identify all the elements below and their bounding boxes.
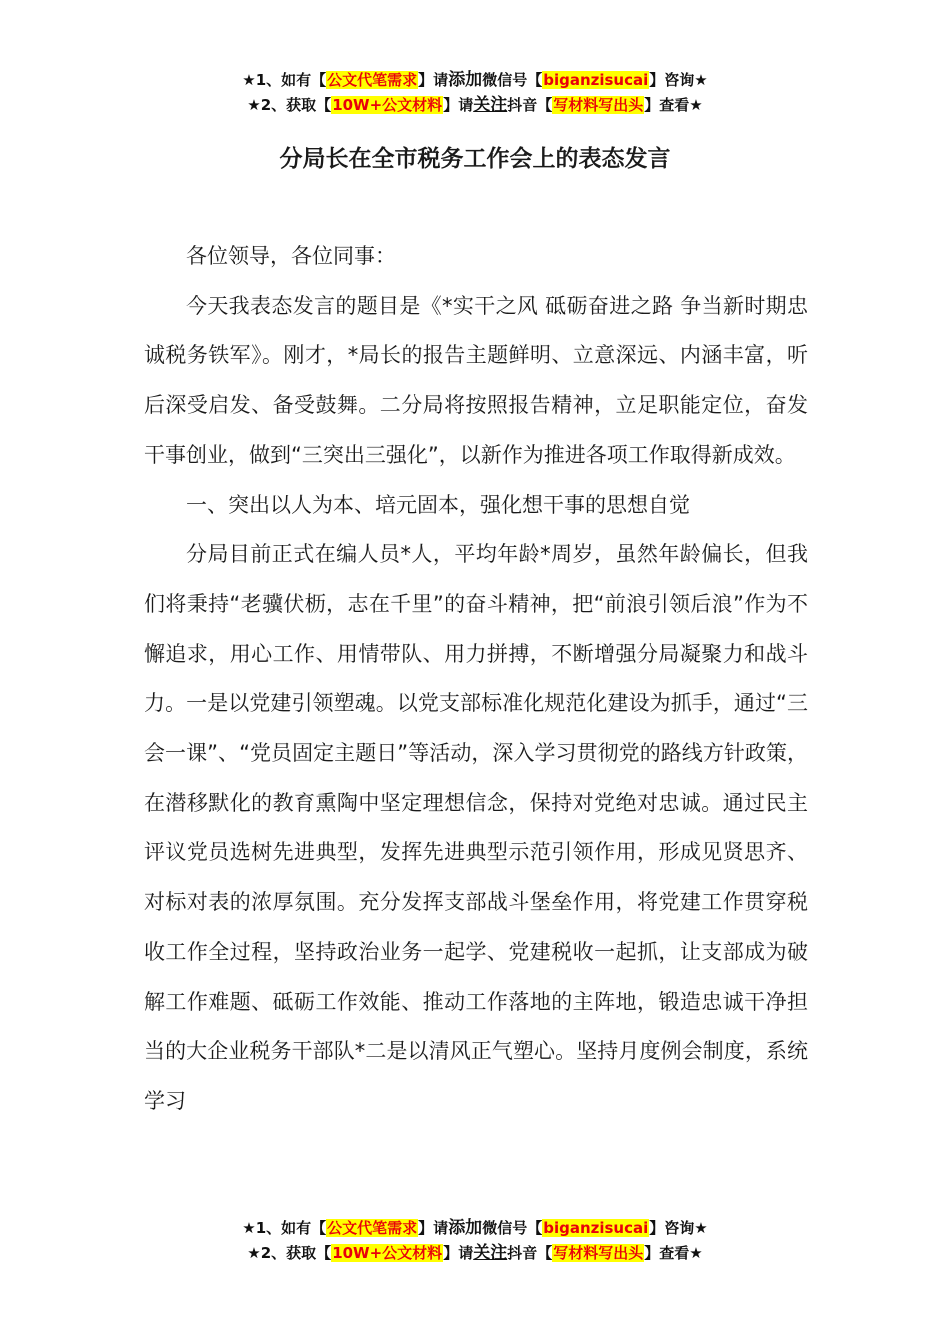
promo-highlight: 10W+公文材料 xyxy=(332,1244,443,1262)
promo-text: 微信号【 xyxy=(482,1219,543,1237)
promo-text: ★1、如有【 xyxy=(242,71,327,89)
promo-text: 抖音【 xyxy=(507,96,553,114)
promo-text: 】咨询★ xyxy=(649,71,708,89)
promo-emphasis: 添加 xyxy=(448,1218,483,1238)
promo-line-2 xyxy=(0,1241,950,1266)
document-title: 分局长在全市税务工作会上的表态发言 xyxy=(279,146,671,172)
salutation-paragraph: 各位领导，各位同事： xyxy=(186,244,396,268)
promo-banner-top xyxy=(0,68,950,118)
promo-line-2 xyxy=(0,93,950,118)
douyin-id-highlight: 写材料写出头 xyxy=(553,96,644,114)
promo-highlight: 公文代笔需求 xyxy=(327,1219,418,1237)
douyin-id-highlight: 写材料写出头 xyxy=(553,1244,644,1262)
promo-text: 】请 xyxy=(443,96,474,114)
promo-text: 】查看★ xyxy=(644,1244,703,1262)
promo-line-1 xyxy=(0,1216,950,1241)
promo-emphasis: 关注 xyxy=(473,95,508,115)
promo-emphasis: 关注 xyxy=(473,1243,508,1263)
body-paragraph: 分局目前正式在编人员*人，平均年龄*周岁，虽然年龄偏长，但我们将秉持“老骥伏枥，志在千里”的奋斗精神，把“前浪引领后浪”作为不懈追求，用心工作、用情带队、用力拼搏，不断增强分局凝聚力和战斗力。一是以党建引领塑魂。以党支部标准化规范化建设为抓手，通过“三会一课”、“党员固定主题日”等活动，深入学习贯彻党的路线方针政策，在潜移默化的教育熏陶中坚定理想信念，保持对党绝对忠诚。通过民主评议党员选树先进典型，发挥先进典型示范引领作用，形成见贤思齐、对标对表的浓厚氛围。充分发挥支部战斗堡垒作用，将党建工作贯穿税收工作全过程，坚持政治业务一起学、党建税收一起抓，让支部成为破解工作难题、砥砺工作效能、推动工作落地的主阵地，锻造忠诚干净担当的大企业税务干部队*二是以清风正气塑心。坚持月度例会制度，系统学习 xyxy=(144,542,808,1113)
promo-text: 】请 xyxy=(418,1219,449,1237)
promo-text: 】咨询★ xyxy=(649,1219,708,1237)
promo-emphasis: 添加 xyxy=(448,70,483,90)
section-heading: 一、突出以人为本、培元固本，强化想干事的思想自觉 xyxy=(186,492,690,517)
promo-text: ★1、如有【 xyxy=(242,1219,327,1237)
promo-text: ★2、获取【 xyxy=(247,96,332,114)
promo-text: 】请 xyxy=(418,71,449,89)
promo-text: 】请 xyxy=(443,1244,474,1262)
body-paragraph: 今天我表态发言的题目是《*实干之风 砥砺奋进之路 争当新时期忠诚税务铁军》。刚才，*局长的报告主题鲜明、立意深远、内涵丰富，听后深受启发、备受鼓舞。二分局将按照报告精神，立足职能定位，奋发干事创业，做到“三突出三强化”，以新作为推进各项工作取得新成效。 xyxy=(144,293,808,467)
promo-line-1 xyxy=(0,68,950,93)
promo-highlight: 10W+公文材料 xyxy=(332,96,443,114)
promo-text: ★2、获取【 xyxy=(247,1244,332,1262)
wechat-id-highlight: biganzisucai xyxy=(543,1219,649,1237)
promo-text: 】查看★ xyxy=(644,96,703,114)
promo-highlight: 公文代笔需求 xyxy=(327,71,418,89)
document-body xyxy=(144,232,808,1127)
promo-text: 微信号【 xyxy=(482,71,543,89)
wechat-id-highlight: biganzisucai xyxy=(543,71,649,89)
promo-banner-bottom xyxy=(0,1216,950,1266)
promo-text: 抖音【 xyxy=(507,1244,553,1262)
